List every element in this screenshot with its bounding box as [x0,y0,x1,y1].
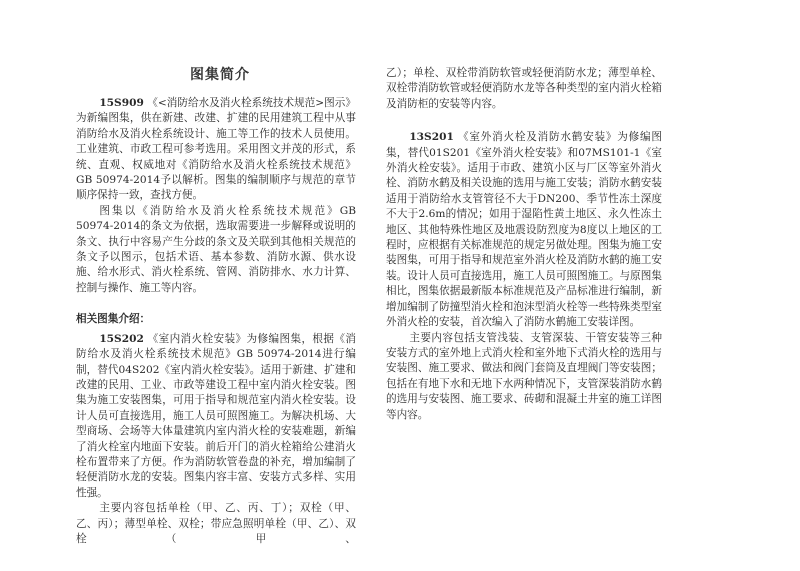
intro-paragraph-1 [76,96,356,204]
related-paragraph-3 [386,130,662,330]
related-paragraph-1 [76,332,356,501]
related-paragraph-4: 主要内容包括支管浅装、支管深装、干管安装等三种安装方式的室外地上式消火栓和室外地下式消火栓的选用与安装图、施工要求、做法和阀门套筒及直埋阀门等安装图；包括在有地下水和无地下水两种情况下，支管深装消防水鹤的选用与安装图、施工要求、砖砌和混凝土井室的施工详图等内容。 [386,331,662,421]
intro-paragraph-2: 图集以《消防给水及消火栓系统技术规范》GB 50974-2014的条文为依据，选取需要进一步解释或说明的条文、执行中容易产生分歧的条文及关联到其他相关规范的条文予以图示，包括术语、基本参数、消防水源、供水设施、给水形式、消火栓系统、管网、消防排水、水力计算、控制与操作、施工等内容。 [76,204,356,294]
paragraph-text: 《室内消火栓安装》为修编图集，根据《消防给水及消火栓系统技术规范》GB 50974-2014进行编制，替代04S202《室内消火栓安装》。适用于新建、扩建和改建的民用、工业、市政等建设工程中室内消火栓安装。图集为施工安装图集，可用于指导和规范室内消火栓安装。设计人员可直接选用，施工人员可照图施工。为解决机场、大型商场、会场等大体量建筑内室内消火栓的安装难题，新编了消火栓室内地面下安装。前后开门的消火栓箱给公建消火栓布置带来了方便。作为消防软管卷盘的补充，增加编制了轻便消防水龙的安装。图集内容丰富、安装方式多样、实用性强。 [76,332,356,499]
atlas-code: 13S201 [409,131,454,144]
paragraph-text: 《<消防给水及消火栓系统技术规范>图示》为新编图集，供在新建、改建、扩建的民用建筑工程中从事消防给水及消火栓系统设计、施工等工作的技术人员使用。工业建筑、市政工程可参考选用。采用图文并茂的形式，系统、直观、权威地对《消防给水及消火栓系统技术规范》GB 50974-2014予以解析。图集的编制顺序与规范的章节顺序保持一致，查找方便。 [76,97,356,202]
atlas-code: 15S909 [99,97,144,109]
related-heading: 相关图集介绍： [76,313,151,326]
related-paragraph-2-part1: 主要内容包括单栓（甲、乙、丙、丁）；双栓（甲、乙、丙）；薄型单栓、双栓；带应急照明单栓（甲、乙）、双栓（甲、 [76,502,356,545]
paragraph-text: 《室外消火栓及消防水鹤安装》为修编图集，替代01S201《室外消火栓安装》和07MS101-1《室外消火栓安装》。适用于市政、建筑小区与厂区等室外消火栓、消防水鹤及相关设施的选用与施工安装；消防水鹤安装适用于消防给水支管管径不大于DN200、季节性冻土深度不大于2.6m的情况；如用于湿陷性黄土地区、永久性冻土地区、其他特殊性地区及地震设防烈度为8度以上地区的工程时，应根据有关标准规范的规定另做处理。图集为施工安装图集，可用于指导和规范室外消火栓及消防水鹤的施工安装。设计人员可直接选用，施工人员可照图施工。与原图集相比，图集依据最新版本标准规范及产品标准进行编制，新增加编制了防撞型消火栓和泡沫型消火栓等一些特殊类型室外消火栓的安装，首次编入了消防水鹤施工安装详图。 [386,131,662,329]
atlas-code: 15S202 [99,332,144,345]
page-title: 图集简介 [190,67,250,83]
left-column [76,96,356,547]
right-column [386,66,662,423]
related-paragraph-2-part2: 乙）；单栓、双栓带消防软管或轻便消防水龙；薄型单栓、双栓带消防软管或轻便消防水龙等各种类型的室内消火栓箱及消防柜的安装等内容。 [386,67,662,110]
